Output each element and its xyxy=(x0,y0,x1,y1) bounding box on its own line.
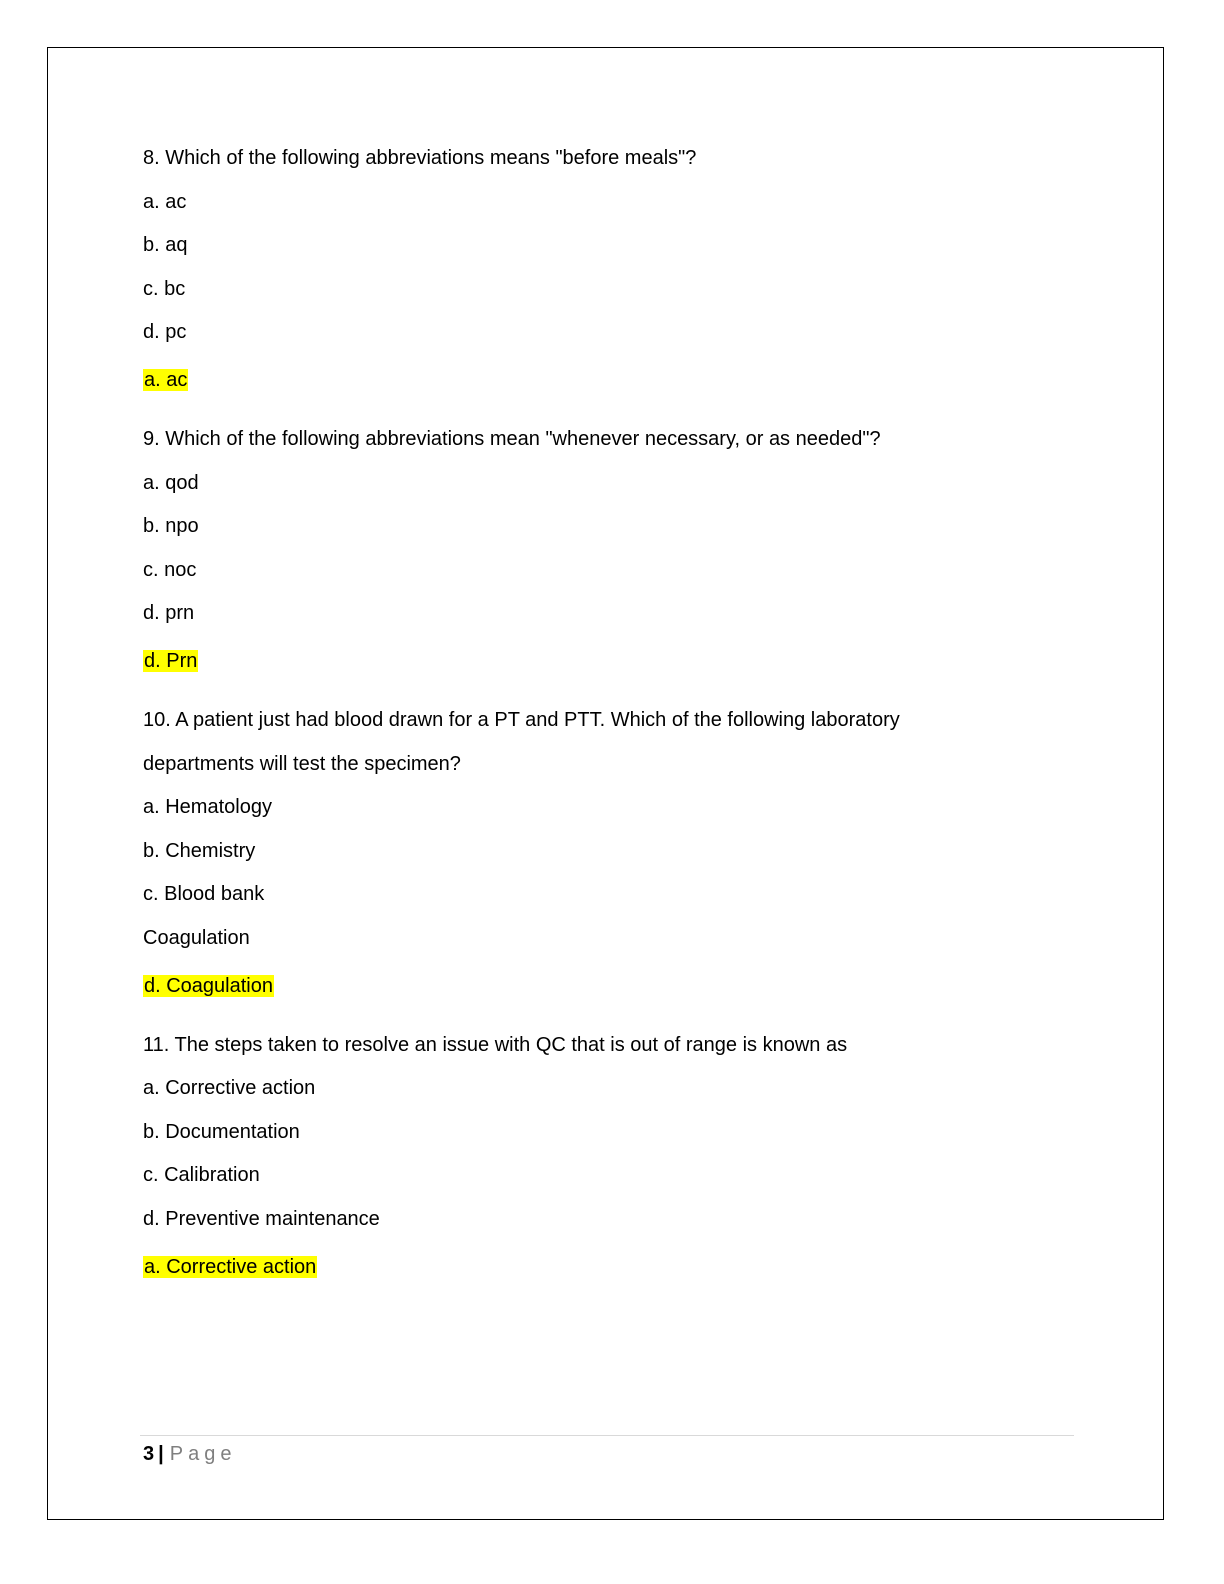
answer-highlight: a. Corrective action xyxy=(144,1255,317,1278)
option-c: c. bc xyxy=(143,277,186,300)
option-c: c. Blood bank xyxy=(143,883,265,905)
option-a: a. ac xyxy=(143,190,187,213)
question-10 xyxy=(143,704,1043,1002)
option-d: d. Preventive maintenance xyxy=(143,1207,380,1230)
option-a: a. Hematology xyxy=(143,796,272,818)
question-text: 10. A patient just had blood drawn for a PT and PTT. Which of the following laboratory xyxy=(143,709,900,731)
question-text: 9. Which of the following abbreviations mean "whenever necessary, or as needed"? xyxy=(143,428,881,450)
question-text-continued: departments will test the specimen? xyxy=(143,752,461,775)
question-9 xyxy=(143,423,1043,677)
page-number: 3 xyxy=(143,1443,155,1465)
answer-highlight: a. ac xyxy=(144,369,188,391)
footer-separator: | xyxy=(158,1443,164,1465)
document-body xyxy=(143,142,1043,1310)
question-11 xyxy=(143,1029,1043,1283)
option-c: c. noc xyxy=(143,558,197,581)
question-text: 8. Which of the following abbreviations means "before meals"? xyxy=(143,147,697,169)
option-d: Coagulation xyxy=(143,926,250,949)
question-text: 11. The steps taken to resolve an issue with QC that is out of range is known as xyxy=(143,1033,848,1056)
answer-highlight: d. Coagulation xyxy=(144,974,273,997)
option-b: b. Chemistry xyxy=(143,839,256,862)
option-b: b. aq xyxy=(143,234,188,256)
answer-highlight: d. Prn xyxy=(144,650,198,672)
option-b: b. npo xyxy=(143,515,199,537)
option-a: a. qod xyxy=(143,471,199,494)
page-footer xyxy=(143,1441,236,1467)
page-label: Page xyxy=(169,1443,237,1465)
option-c: c. Calibration xyxy=(143,1164,260,1186)
footer-divider xyxy=(140,1435,1074,1436)
option-d: d. prn xyxy=(143,602,195,624)
option-d: d. pc xyxy=(143,321,187,343)
option-b: b. Documentation xyxy=(143,1120,300,1143)
question-8 xyxy=(143,142,1043,396)
option-a: a. Corrective action xyxy=(143,1077,316,1099)
